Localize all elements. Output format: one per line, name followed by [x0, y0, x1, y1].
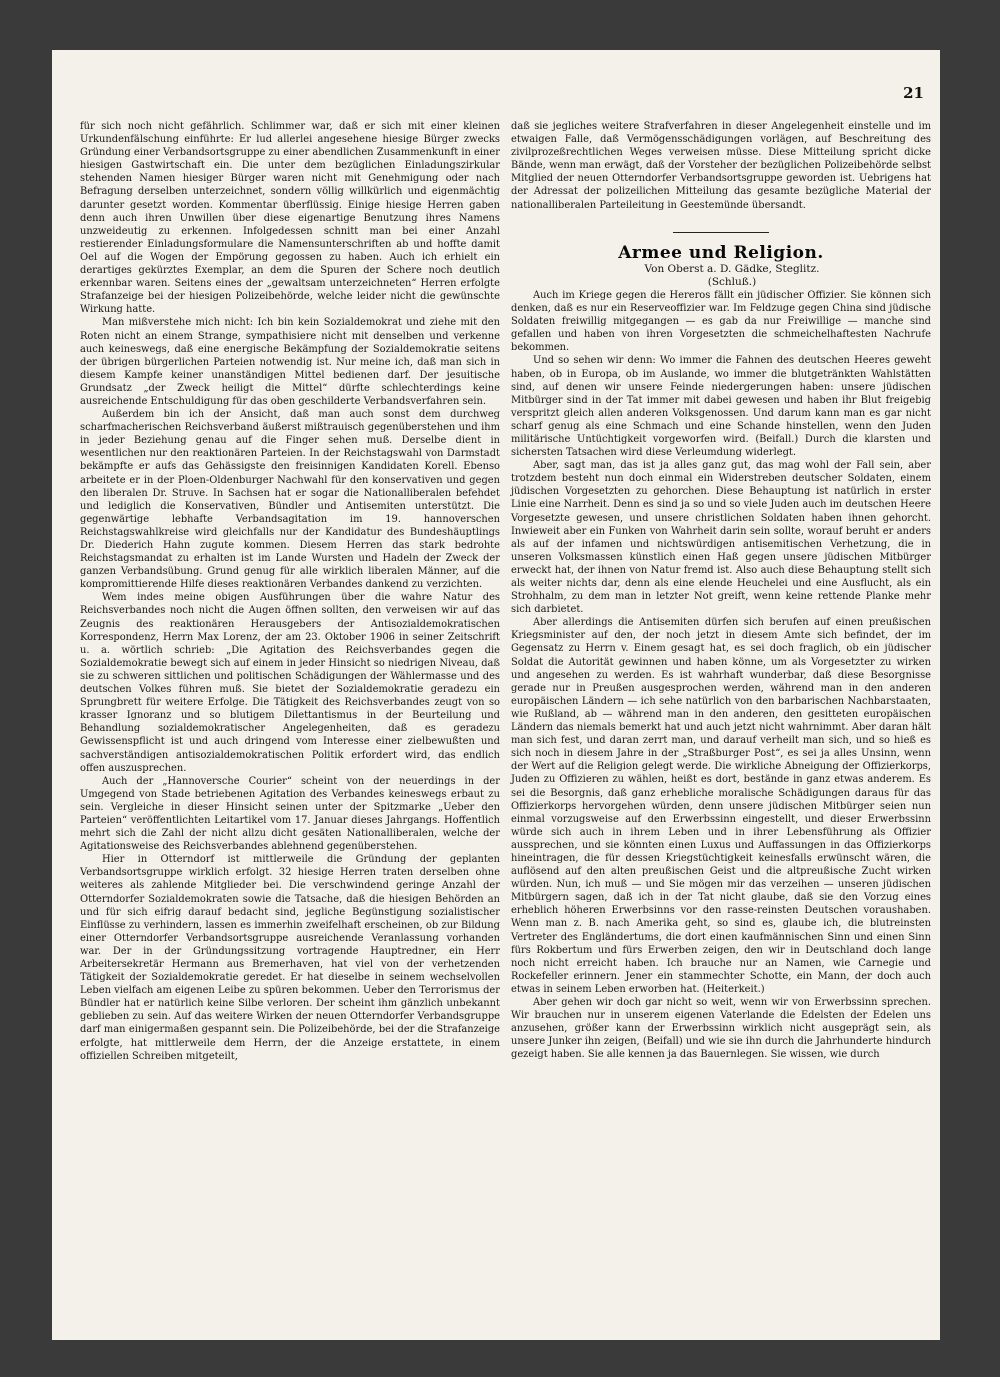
paragraph: daß sie jegliches weitere Strafverfahren in dieser Angelegenheit einstelle und im etwaigen Falle, daß Vermögensschädigungen vorlägen, auf Beschreitung des zivilprozeßrechtlichen Weges verweisen müsse. Diese Mitteilung spricht dicke Bände, wenn man erwägt, daß der Vorsteher der bezüglichen Polizeibehörde selbst Mitglied der neuen Otterndorfer Verbandsortsgruppe geworden ist. Uebrigens hat der Adressat der polizeilichen Mitteilung das gesamte bezügliche Material der nationalliberalen Parteileitung in Geestemünde übersandt. — [511, 121, 931, 211]
paragraph: Aber, sagt man, das ist ja alles ganz gut, das mag wohl der Fall sein, aber trotzdem besteht nun doch einmal ein Widerstreben deutscher Soldaten, einem jüdischen Vorgesetzten zu gehorchen. Diese Behauptung ist natürlich in erster Linie eine Narrheit. Denn es sind ja so und so viele Juden auch im deutschen Heere Vorgesetzte gewesen, und unsere christlichen Soldaten haben ihnen gehorcht. Inwieweit aber ein Funken von Wahrheit darin sein sollte, worauf beruht er anders als auf der infamen und nichtswürdigen antisemitischen Verhetzung, die in unseren Volksmassen künstlich einen Haß gegen unsere jüdischen Mitbürger erweckt hat, der ihnen von Natur fremd ist. Also auch diese Behauptung stellt sich als weiter nichts dar, denn als eine elende Heuchelei und eine Ausflucht, als ein Strohhalm, zu dem man in letzter Not greift, wenn keine rettende Planke mehr sich darbietet. — [511, 460, 931, 616]
article-title: Armee und Religion. — [618, 242, 824, 263]
paragraph: Auch der „Hannoversche Courier“ scheint von der neuerdings in der Umgegend von Stade betriebenen Agitation des Verbandes keineswegs erbaut zu sein. Vergleiche in dieser Hinsicht seinen unter der Spitzmarke „Ueber den Parteien“ veröffentlichten Leitartikel vom 17. Januar dieses Jahrgangs. Hoffentlich mehrt sich die Zahl der nicht allzu dicht gesäten Nationalliberalen, welche der Agitationsweise des Reichsverbandes ablehnend gegenüberstehen. — [80, 775, 500, 853]
left-column — [80, 120, 500, 1063]
paragraph: Außerdem bin ich der Ansicht, daß man auch sonst dem durchweg scharfmacherischen Reichsverband äußerst mißtrauisch gegenüberstehen und ihm in jeder Beziehung genau auf die Finger sehen muß. Derselbe dient in wesentlichen nur den reaktionären Parteien. In der Reichstagswahl von Darmstadt bekämpfte er aufs das Gehässigste den freisinnigen Kandidaten Korell. Ebenso arbeitete er in der Ploen-Oldenburger Nachwahl für den konservativen und gegen den liberalen Dr. Struve. In Sachsen hat er sogar die Nationalliberalen befehdet und lediglich die Konservativen, Bündler und Antisemiten unterstützt. Die gegenwärtige lebhafte Verbandsagitation im 19. hannoverschen Reichstagswahlkreise wird gleichfalls nur der Kandidatur des Bundeshäuptlings Dr. Diederich Hahn zugute kommen. Diesem Herren das stark bedrohte Reichstagsmandat zu erhalten ist im Lande Wursten und Hadeln der Zweck der ganzen Verbandsübung. Grund genug für alle wirklich liberalen Männer, auf die kompromittierende Hilfe dieses reaktionären Verbandes dankend zu verzichten. — [80, 409, 500, 591]
page-number: 21 — [903, 84, 924, 102]
paragraph: Auch im Kriege gegen die Hereros fällt ein jüdischer Offizier. Sie können sich denken, daß es nur ein Reserveoffizier war. Im Feldzuge gegen China sind jüdische Soldaten freiwillig mitgegangen — es gab da nur Freiwillige — manche sind gefallen und haben von ihren Vorgesetzten die schmeichelhaftesten Nachrufe bekommen. — [511, 289, 931, 354]
paragraph: Aber allerdings die Antisemiten dürfen sich berufen auf einen preußischen Kriegsminister auf den, der noch jetzt in diesem Amte sich befindet, der im Gegensatz zu Herrn v. Einem gesagt hat, es sei doch fraglich, ob ein jüdischer Soldat die Autorität gewinnen und haben könne, um als Vorgesetzter zu wirken und angesehen zu werden. Es ist wahrhaft wunderbar, daß diese Besorgnisse gerade nur in Preußen ausgesprochen werden, während man in den anderen europäischen Ländern — ich sehe natürlich von den barbarischen Nachbarstaaten, wie Rußland, ab — während man in den anderen, den gesitteten europäischen Ländern das niemals bemerkt hat und auch jetzt nicht wahrnimmt. Aber daran hält man sich fest, und daran zerrt man, und darauf verheilt man sich, und so hieß es sich noch in diesem Jahre in der „Straßburger Post“, es sei ja alles Unsinn, wenn der Wert auf die Religion gelegt werde. Die wirkliche Abneigung der Offizierkorps, Juden zu Offizieren zu wählen, heißt es dort, bestände in ganz etwas anderem. Es sei die Besorgnis, daß ganz erhebliche moralische Schädigungen daraus für das Offizierkorps hervorgehen würden, denn unsere jüdischen Mitbürger seien nun einmal vorzugsweise auf den Erwerbssinn eingestellt, und dieser Erwerbssinn würde sich auch in ihrem Leben und in ihrer Lebensführung als Offizier aussprechen, und sie könnten einen Luxus und Auffassungen in das Offizierkorps hineintragen, die für dessen Kriegstüchtigkeit keinesfalls erwünscht wären, die auflösend auf den alten preußischen Geist und die altpreußische Zucht wirken würden. Nun, ich muß — und Sie mögen mir das verzeihen — unseren jüdischen Mitbürgern sagen, daß ich in der Tat nicht glaube, daß sie den Vorzug eines erheblich höheren Erwerbsinns vor den rasse-reinsten Deutschen voraushaben. Wenn man z. B. nach Amerika geht, so sind es, glaube ich, die blutreinsten Vertreter des Engländertums, die dort einen kaufmännischen Sinn und einen Sinn fürs Rokbertum und fürs Erwerben zeigen, den wir in Deutschland doch lange noch nicht erreicht haben. Ich brauche nur an Namen, wie Carnegie und Rockefeller erinnern. Jener ein stammechter Schotte, ein Mann, der doch auch etwas in seinem Leben erworben hat. (Heiterkeit.) — [511, 617, 931, 995]
article-byline: Von Oberst a. D. Gädke, Steglitz. — [644, 262, 820, 275]
paragraph: Wem indes meine obigen Ausführungen über die wahre Natur des Reichsverbandes noch nicht die Augen öffnen sollten, den verweisen wir auf das Zeugnis des reaktionären Herausgebers der Antisozialdemokratischen Korrespondenz, Herrn Max Lorenz, der am 23. Oktober 1906 in seiner Zeitschrift u. a. wörtlich schrieb: „Die Agitation des Reichsverbandes gegen die Sozialdemokratie bewegt sich auf einem in jeder Hinsicht so niedrigen Niveau, daß sie zu schweren sittlichen und politischen Schädigungen der Wählermasse und des deutschen Volkes führen muß. Sie bietet der Sozialdemokratie geradezu ein Sprungbrett für weitere Erfolge. Die Tätigkeit des Reichsverbandes zeugt von so krasser Ignoranz und so blutigem Dilettantismus in der Beurteilung und Behandlung sozialdemokratischer Angelegenheiten, daß es geradezu Gewissenspflicht ist und auch dringend vom Interesse einer zielbewußten und sachverständigen antisozialdemokratischen Politik erfordert wird, das endlich offen auszusprechen. — [80, 592, 500, 774]
paragraph: für sich noch nicht gefährlich. Schlimmer war, daß er sich mit einer kleinen Urkundenfälschung einführte: Er lud allerlei angesehene hiesige Bürger zwecks Gründung einer Verbandsortsgruppe zu einer abendlichen Zusammenkunft in einer hiesigen Gastwirtschaft ein. Die unter dem bezüglichen Einladungszirkular stehenden Namen hiesiger Bürger waren nicht mit Genehmigung oder nach Befragung derselben unterzeichnet, sondern völlig willkürlich und eigenmächtig darunter gesetzt worden. Kommentar überflüssig. Einige hiesige Herren gaben denn auch ihren Unwillen über diese eigenartige Benutzung ihres Namens unzweideutig zu erkennen. Infolgedessen schnitt man bei einer Anzahl restierender Einladungsformulare die Namensunterschriften ab und hoffte damit Oel auf die Wogen der Empörung gegossen zu haben. Auch ich erhielt ein derartiges gekürztes Exemplar, an dem die Spuren der Schere noch deutlich erkennbar waren. Seitens eines der „gewaltsam unterzeichneten“ Herren erfolgte Strafanzeige bei der hiesigen Polizeibehörde, welche leider nicht die gewünschte Wirkung hatte. — [80, 121, 500, 316]
right-column-intro — [511, 120, 931, 212]
newspaper-page — [52, 50, 940, 1340]
paragraph: Aber gehen wir doch gar nicht so weit, wenn wir von Erwerbssinn sprechen. Wir brauchen nur in unserem eigenen Vaterlande die Edelsten der Edelen uns anzusehen, größer kann der Erwerbssinn wirklich nicht ausgeprägt sein, als unsere Junker ihn zeigen, (Beifall) und wie sie ihn durch die Jahrhunderte hindurch gezeigt haben. Sie alle kennen ja das Bauernlegen. Sie wissen, wie durch — [511, 997, 931, 1061]
paragraph: Und so sehen wir denn: Wo immer die Fahnen des deutschen Heeres geweht haben, ob in Europa, ob im Auslande, wo immer die blutgetränkten Wahlstätten sind, auf denen wir unsere Feinde niedergerungen haben: unsere jüdischen Mitbürger sind in der Tat immer mit dabei gewesen und haben ihr Blut freigebig verspritzt gleich allen anderen Volksgenossen. Und darum kann man es gar nicht scharf genug als eine Schmach und eine Schande hinstellen, wenn den Juden militärische Untüchtigkeit vorgeworfen wird. (Beifall.) Durch die klarsten und sichersten Tatsachen wird diese Verleumdung widerlegt. — [511, 355, 931, 459]
right-column — [511, 120, 931, 1061]
article-body — [511, 289, 931, 1062]
paragraph: Hier in Otterndorf ist mittlerweile die Gründung der geplanten Verbandsortsgruppe wirklich erfolgt. 32 hiesige Herren traten derselben ohne weiteres als zahlende Mitglieder bei. Die verschwindend geringe Anzahl der Otterndorfer Sozialdemokraten sowie die Tatsache, daß die hiesigen Behörden an und für sich eifrig darauf bedacht sind, jegliche Begünstigung sozialistischer Einflüsse zu verhindern, lassen es immerhin zweifelhaft erscheinen, ob zur Bildung einer Otterndorfer Verbandsortsgruppe ausreichende Veranlassung vorhanden war. Der in der Gründungssitzung vortragende Hauptredner, ein Herr Arbeitersekretär Hermann aus Bremerhaven, hat viel von der verhetzenden Tätigkeit der Sozialdemokratie geredet. Er hat dieselbe in seinem wechselvollen Leben vielfach am eigenen Leibe zu spüren bekommen. Ueber den Terrorismus der Bündler hat er natürlich keine Silbe verloren. Der scheint ihm gänzlich unbekannt geblieben zu sein. Auf das weitere Wirken der neuen Otterndorfer Verbandsgruppe darf man einigermaßen gespannt sein. Die Polizeibehörde, bei der die Strafanzeige erfolgte, hat mittlerweile dem Herrn, der die Anzeige erstattete, in einem offiziellen Schreiben mitgeteilt, — [80, 854, 500, 1062]
paragraph: Man mißverstehe mich nicht: Ich bin kein Sozialdemokrat und ziehe mit den Roten nicht an einem Strange, sympathisiere nicht mit denselben und verkenne auch keineswegs, daß eine energische Bekämpfung der Sozialdemokratie seitens der übrigen bürgerlichen Parteien notwendig ist. Nur meine ich, daß man sich in diesem Kampfe keiner unanständigen Mittel bedienen darf. Der jesuitische Grundsatz „der Zweck heiligt die Mittel“ dürfte schlechterdings keine ausreichende Entschuldigung für das oben geschilderte Verbandsverfahren sein. — [80, 317, 500, 407]
article-series-note: (Schluß.) — [707, 275, 757, 288]
section-divider — [673, 232, 769, 233]
